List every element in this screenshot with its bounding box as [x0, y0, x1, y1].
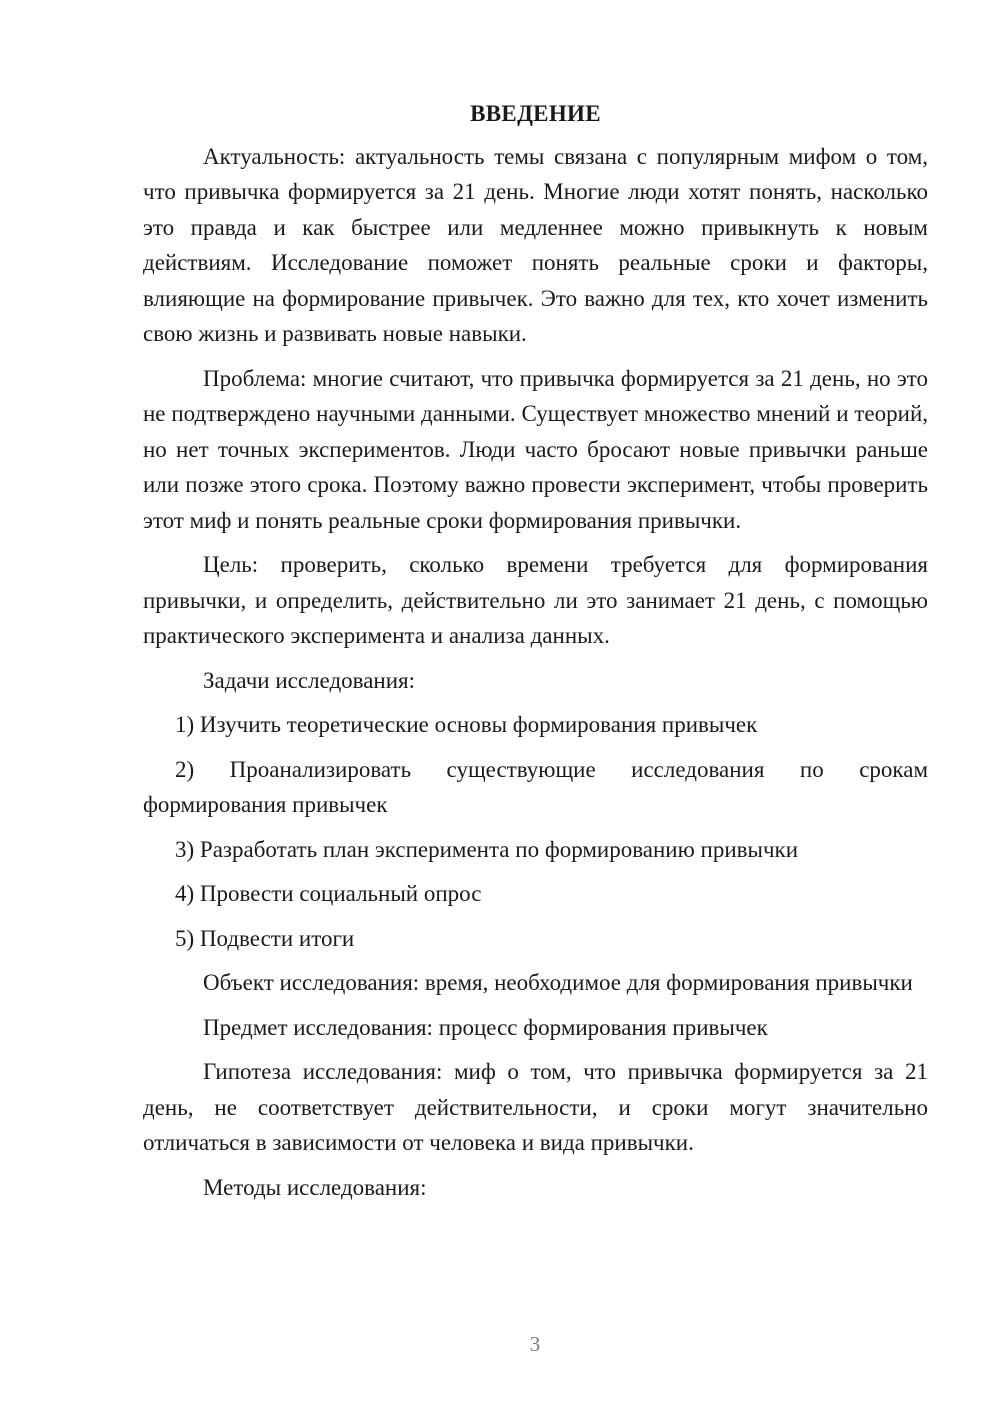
page-title: ВВЕДЕНИЕ: [470, 101, 601, 126]
object-paragraph: Объект исследования: время, необходимое для формирования привычки: [203, 970, 913, 995]
page-number: 3: [529, 1332, 541, 1356]
list-item: 2) Проанализировать существующие исследования по срокам формирования привычек: [143, 756, 928, 817]
hypothesis-paragraph: Гипотеза исследования: миф о том, что привычка формируется за 21 день, не соответствует действительности, и сроки могут значительно отличаться в зависимости от человека и вида привычки.: [143, 1059, 928, 1155]
list-item: 4) Провести социальный опрос: [175, 881, 482, 906]
document-page: [143, 96, 928, 1214]
tasks-heading: Задачи исследования:: [203, 667, 416, 693]
goal-paragraph: Цель: проверить, сколько времени требуется для формирования привычки, и определить, действительно ли это занимает 21 день, с помощью практического эксперимента и анализа данных.: [143, 552, 928, 648]
list-item: 5) Подвести итоги: [175, 925, 355, 951]
subject-paragraph: Предмет исследования: процесс формирования привычек: [203, 1014, 768, 1040]
list-item: 1) Изучить теоретические основы формирования привычек: [175, 712, 758, 737]
problem-paragraph: Проблема: многие считают, что привычка формируется за 21 день, но это не подтверждено научными данными. Существует множество мнений и теорий, но нет точных экспериментов. Люди часто бросают новые привычки раньше или позже этого срока. Поэтому важно провести эксперимент, чтобы проверить этот миф и понять реальные сроки формирования привычки.: [143, 365, 928, 533]
methods-paragraph: Методы исследования:: [203, 1174, 427, 1200]
relevance-paragraph: Актуальность: актуальность темы связана с популярным мифом о том, что привычка формируется за 21 день. Многие люди хотят понять, насколько это правда и как быстрее или медленнее можно привыкнуть к новым действиям. Исследование поможет понять реальные сроки и факторы, влияющие на формирование привычек. Это важно для тех, кто хочет изменить свою жизнь и развивать новые навыки.: [143, 143, 928, 346]
list-item: 3) Разработать план эксперимента по формированию привычки: [175, 836, 799, 862]
